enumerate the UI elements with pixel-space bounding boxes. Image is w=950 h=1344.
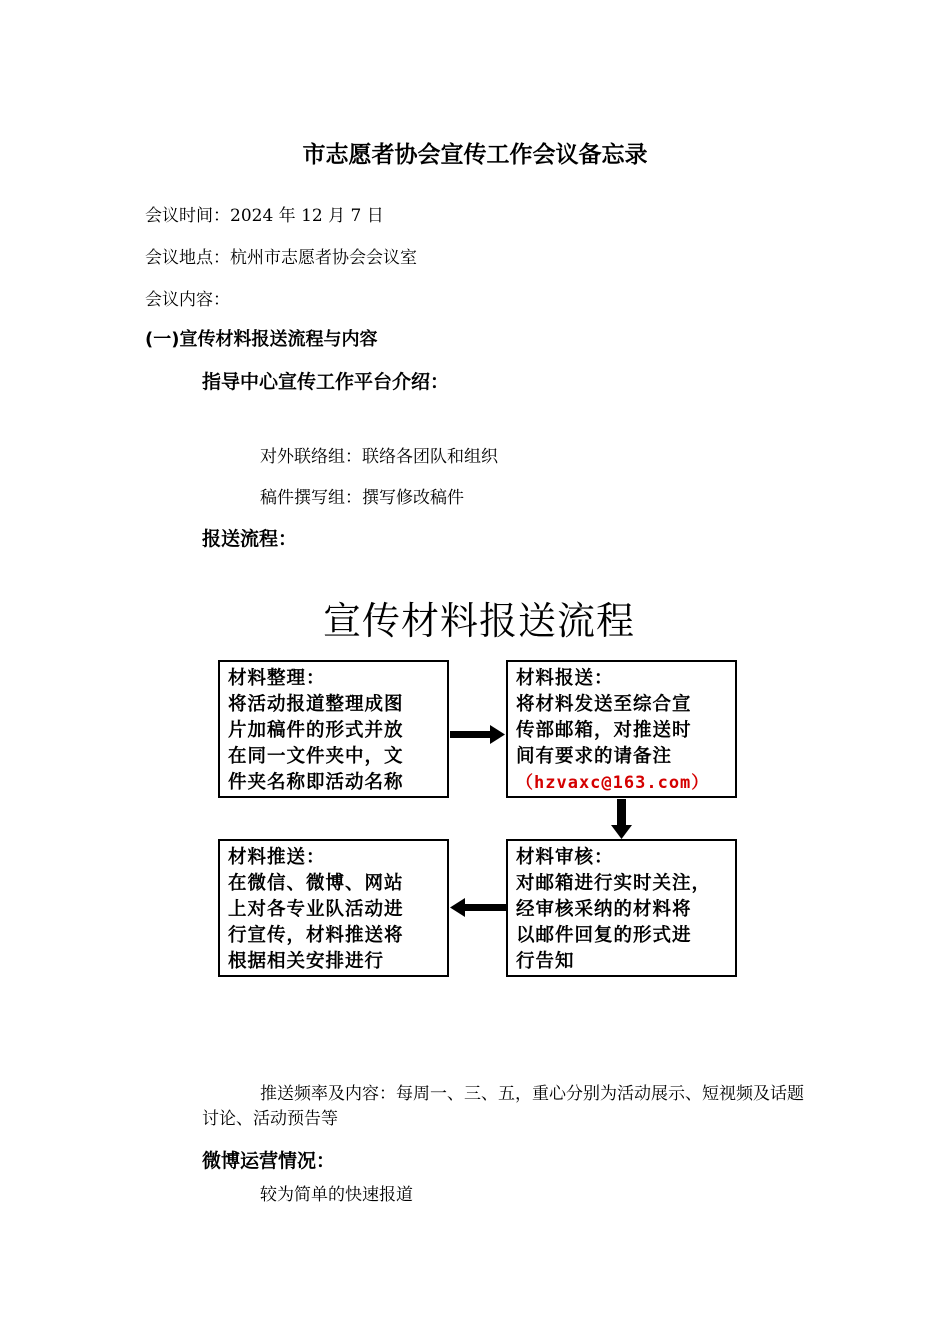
box-submit-line: 将材料发送至综合宣 (516, 694, 692, 715)
meeting-time: 会议时间：2024 年 12 月 7 日 (145, 206, 384, 226)
box-push-line: 材料推送： (228, 847, 326, 868)
box-review-line: 材料审核： (516, 847, 614, 868)
box-push-line: 行宣传，材料推送将 (228, 925, 404, 946)
platform-heading: 指导中心宣传工作平台介绍： (202, 371, 450, 393)
meeting-content-label: 会议内容： (145, 290, 230, 310)
box-review-line: 行告知 (516, 951, 575, 972)
box-review-line: 以邮件回复的形式进 (516, 925, 692, 946)
page-title: 市志愿者协会宣传工作会议备忘录 (302, 142, 648, 168)
weibo-text: 较为简单的快速报道 (260, 1185, 413, 1205)
box-review-line: 经审核采纳的材料将 (516, 899, 692, 920)
meeting-place: 会议地点：杭州市志愿者协会会议室 (145, 248, 417, 268)
arrow-down-icon (611, 799, 632, 839)
arrow-right-icon (450, 725, 505, 744)
box-organize-line: 将活动报道整理成图 (228, 694, 404, 715)
section-heading: (一)宣传材料报送流程与内容 (145, 329, 378, 350)
box-organize-line: 件夹名称即活动名称 (228, 772, 404, 793)
box-submit (506, 660, 737, 798)
box-organize (218, 660, 449, 798)
box-push-line: 上对各专业队活动进 (228, 899, 404, 920)
arrow-left-icon (450, 898, 506, 917)
box-push-line: 在微信、微博、网站 (228, 873, 404, 894)
process-heading: 报送流程： (202, 528, 298, 550)
group-writing: 稿件撰写组：撰写修改稿件 (260, 488, 464, 508)
box-submit-line: 传部邮箱，对推送时 (516, 720, 692, 741)
box-push (218, 839, 449, 977)
box-submit-line: 间有要求的请备注 (516, 746, 673, 767)
group-outreach: 对外联络组：联络各团队和组织 (260, 447, 498, 467)
submit-email: （hzvaxc@163.com） (516, 773, 710, 793)
frequency-paragraph: 推送频率及内容：每周一、三、五，重心分别为活动展示、短视频及话题讨论、活动预告等 (202, 1084, 804, 1129)
box-review-line: 对邮箱进行实时关注， (516, 873, 712, 894)
flowchart-title: 宣传材料报送流程 (322, 599, 635, 643)
box-review (506, 839, 737, 977)
box-organize-line: 片加稿件的形式并放 (228, 720, 404, 741)
box-submit-line: 材料报送： (516, 668, 614, 689)
box-push-line: 根据相关安排进行 (228, 951, 385, 972)
box-organize-line: 材料整理： (228, 668, 326, 689)
weibo-heading: 微博运营情况： (202, 1150, 336, 1172)
box-organize-line: 在同一文件夹中，文 (228, 746, 404, 767)
